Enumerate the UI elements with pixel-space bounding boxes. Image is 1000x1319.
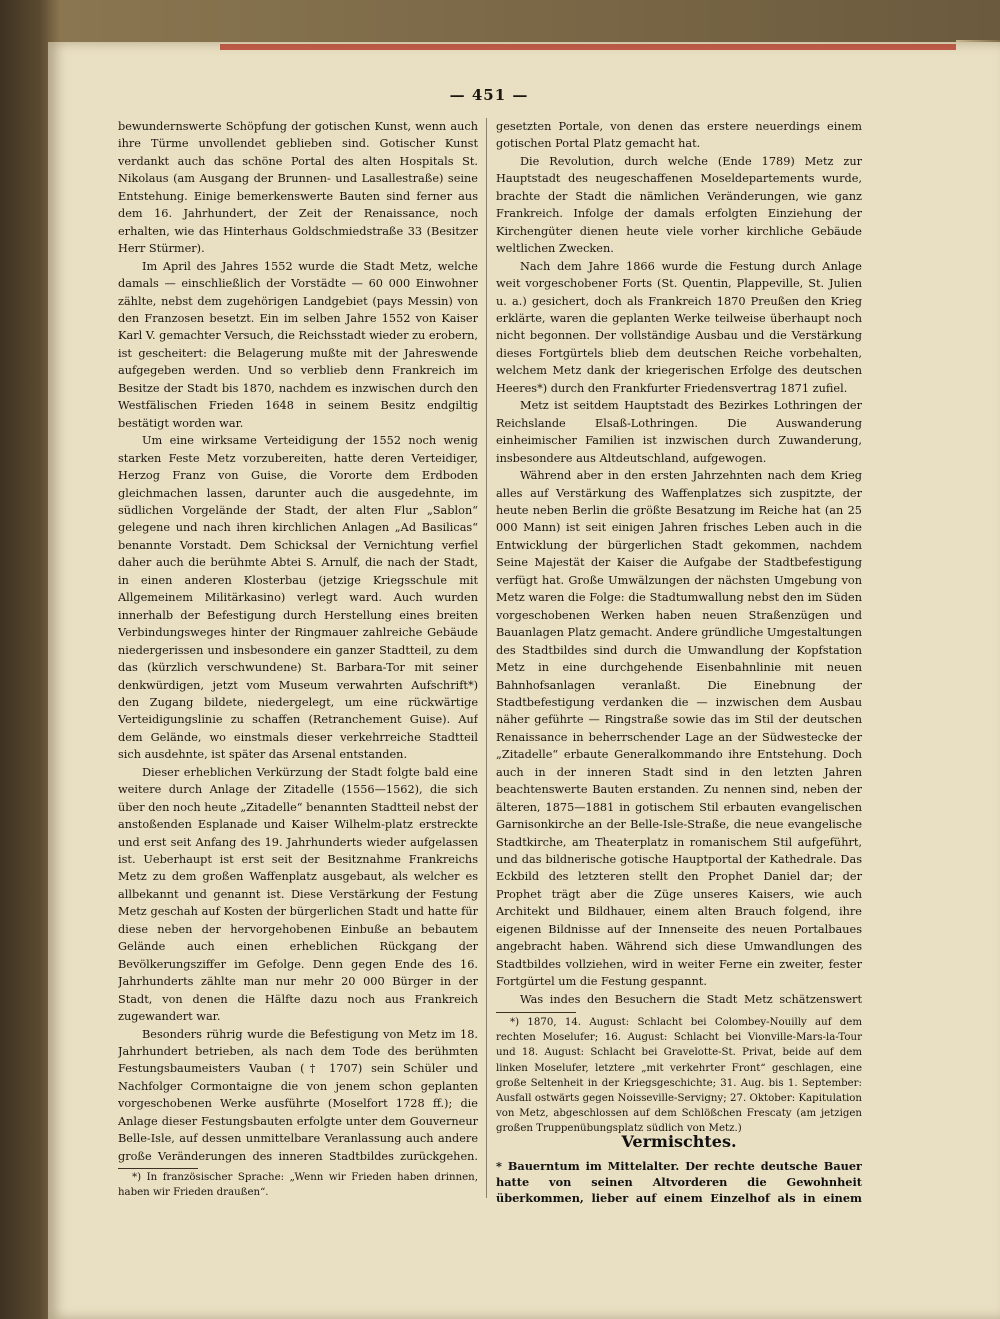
right-column: [496, 118, 862, 1010]
paragraph: Im April des Jahres 1552 wurde die Stadt Metz, welche damals — einschließlich der Vorstädte — 60 000 Einwohner zählte, nebst dem zugehörigen Landgebiet (pays Messin) von den Franzosen besetzt. Ein im selben Jahre 1552 von Kaiser Karl V. gemachter Versuch, die Reichsstadt wieder zu erobern, ist gescheitert: die Belagerung mußte mit der Jahreswende aufgegeben werden. Und so verblieb denn Frankreich im Besitze der Stadt bis 1870, nachdem es inzwischen durch den Westfälischen Frieden 1648 in seinem Besitz endgiltig bestätigt worden war.: [118, 259, 478, 430]
paragraph: Dieser erheblichen Verkürzung der Stadt folgte bald eine weitere durch Anlage der Zitadelle (1556—1562), die sich über den noch heute „Zitadelle“ benannten Stadtteil nebst der anstoßenden Esplanade und Kaiser Wilhelm-platz erstreckte und erst seit Anfang des 19. Jahrhunderts wieder aufgelassen ist. Ueberhaupt ist erst seit der Besitznahme Frankreichs Metz zu dem großen Waffenplatz ausgebaut, als welcher es allbekannt und genannt ist. Diese Verstärkung der Festung Metz geschah auf Kosten der bürgerlichen Stadt und hatte für diese neben der hervorgehobenen Einbuße an bebautem Gelände auch einen erheblichen Rückgang der Bevölkerungsziffer im Gefolge. Denn gegen Ende des 16. Jahrhunderts zählte man nur mehr 20 000 Bürger in der Stadt, von denen die Hälfte dazu noch aus Frankreich zugewandert war.: [118, 765, 478, 1024]
paragraph: Metz ist seitdem Hauptstadt des Bezirkes Lothringen der Reichslande Elsaß-Lothringen. Die Auswanderung einheimischer Familien ist inzwischen durch Zuwanderung, insbesondere aus Altdeutschland, aufgewogen.: [496, 399, 862, 465]
column-divider: [486, 118, 487, 1198]
paragraph: Nach dem Jahre 1866 wurde die Festung durch Anlage weit vorgeschobener Forts (St. Quentin, Plappeville, St. Julien u. a.) gesichert, doch als Frankreich 1870 Preußen den Krieg erklärte, waren die geplanten Werke teilweise überhaupt noch nicht begonnen. Der vollständige Ausbau und die Verstärkung dieses Fortgürtels blieb dem deutschen Reiche vorbehalten, welchem Metz dank der kriegerischen Erfolge des deutschen Heeres*) durch den Frankfurter Friedensvertrag 1871 zufiel.: [496, 259, 862, 395]
paragraph: gesetzten Portale, von denen das erstere neuerdings einem gotischen Portal Platz gemacht hat.: [496, 120, 862, 151]
paragraph: Die Revolution, durch welche (Ende 1789) Metz zur Hauptstadt des neugeschaffenen Moseldepartements wurde, brachte der Stadt die nämlichen Veränderungen, wie ganz Frankreich. Infolge der damals erfolgten Einziehung der Kirchengüter dienen heute viele vorher kirchliche Gebäude weltlichen Zwecken.: [496, 154, 862, 256]
paragraph: bewundernswerte Schöpfung der gotischen Kunst, wenn auch ihre Türme unvollendet geblieben sind. Gotischer Kunst verdankt auch das schöne Portal des alten Hospitals St. Nikolaus (am Ausgang der Brunnen- und Lasallestraße) seine Entstehung. Einige bemerkenswerte Bauten sind ferner aus dem 16. Jahrhundert, der Zeit der Renaissance, noch erhalten, wie das Hinterhaus Goldschmiedstraße 33 (Besitzer Herr Stürmer).: [118, 120, 478, 256]
left-footnote: [118, 1170, 478, 1204]
footnote-rule: [118, 1168, 198, 1169]
paragraph: Während aber in den ersten Jahrzehnten nach dem Krieg alles auf Verstärkung des Waffenplatzes sich zuspitzte, der heute neben Berlin die größte Besatzung im Reiche hat (an 25 000 Mann) ist seit einigen Jahren frisches Leben auch in die Entwicklung der bürgerlichen Stadt gekommen, nachdem Seine Majestät der Kaiser die Aufgabe der Stadtbefestigung verfügt hat. Große Umwälzungen der nächsten Umgebung von Metz waren die Folge: die Stadtumwallung nebst den im Süden vorgeschobenen Werken haben neuen Straßenzügen und Bauanlagen Platz gemacht. Andere gründliche Umgestaltungen des Stadtbildes sind durch die Umwandlung der Kopfstation Metz in eine durchgehende Eisenbahnlinie mit neuen Bahnhofsanlagen veranlaßt. Die Einebnung der Stadtbefestigung verdanken die — inzwischen dem Ausbau näher geführte — Ringstraße sowie das im Stil der deutschen Renaissance in beherrschender Lage an der Südwestecke der „Zitadelle“ erbaute Generalkommando ihre Entstehung. Doch auch in der inneren Stadt sind in den letzten Jahren beachtenswerte Bauten erstanden. Zu nennen sind, neben der älteren, 1875—1881 in gotischem Stil erbauten evangelischen Garnisonkirche an der Belle-Isle-Straße, die neue evangelische Stadtkirche, am Theaterplatz in romanischem Stil aufgeführt, und das bildnerische gotische Hauptportal der Kathedrale. Das Eckbild des letzteren stellt den Prophet Daniel dar; der Prophet trägt aber die Züge unseres Kaisers, wie auch Architekt und Bildhauer, einem alten Brauch folgend, ihre eigenen Bildnisse auf der Innenseite des neuen Portalbaues angebracht haben. Während sich diese Umwandlungen des Stadtbildes vollziehen, wird in weiter Ferne ein zweiter, fester Fortgürtel um die Festung gespannt.: [496, 469, 862, 989]
footnote-text: *) 1870, 14. August: Schlacht bei Colombey-Nouilly auf dem rechten Moselufer; 16. August: Schlacht bei Vionville-Mars-la-Tour und 18. August: Schlacht bei Gravelotte-St. Privat, beide auf dem linken Moselufer, letztere „mit verkehrter Front“ geschlagen, eine große Seltenheit in der Kriegsgeschichte; 31. Aug. bis 1. September: Ausfall ostwärts gegen Noisseville-Servigny; 27. Oktober: Kapitulation von Metz, abgeschlossen auf dem Schlößchen Frescaty (am jetzigen großen Truppenübungsplatz südlich von Metz.): [496, 1017, 862, 1135]
paragraph: Um eine wirksame Verteidigung der 1552 noch wenig starken Feste Metz vorzubereiten, hatte deren Verteidiger, Herzog Franz von Guise, die Vororte dem Erdboden gleichmachen lassen, darunter auch die ausgedehnte, im südlichen Vorgelände der Stadt, der alten Flur „Sablon“ gelegene und nach ihren kirchlichen Anlagen „Ad Basilicas“ benannte Vorstadt. Dem Schicksal der Vernichtung verfiel daher auch die berühmte Abtei S. Arnulf, die nach der Stadt, in einen anderen Klosterbau (jetzige Kriegsschule mit Allgemeinem Militärkasino) verlegt ward. Auch wurden innerhalb der Befestigung durch Herstellung eines breiten Verbindungsweges hinter der Ringmauer zahlreiche Gebäude niedergerissen und insbesondere ein ganzer Stadtteil, zu dem das (kürzlich verschwundene) St. Barbara-Tor mit seiner denkwürdigen, jetzt vom Museum verwahrten Aufschrift*) den Zugang bildete, niedergelegt, um eine rückwärtige Verteidigungslinie zu schaffen (Retranchement Guise). Auf dem Gelände, wo einstmals dieser verkehrreiche Stadtteil sich ausdehnte, ist später das Arsenal entstanden.: [118, 434, 478, 762]
right-footnote: [496, 1015, 862, 1135]
misc-article: * Bauerntum im Mittelalter. Der rechte deutsche Bauer hatte von seinen Altvorderen die Gewohnheit überkommen, lieber auf einem Einzelhof als in einem: [496, 1159, 862, 1205]
binding-strip: [220, 44, 956, 50]
footnote-text: *) In französischer Sprache: „Wenn wir Frieden haben drinnen, haben wir Frieden draußen“.: [118, 1172, 478, 1199]
left-column: [118, 118, 478, 1166]
footnote-rule: [496, 1012, 576, 1013]
section-heading: Vermischtes.: [621, 1132, 737, 1151]
page-number: — 451 —: [449, 86, 529, 104]
paragraph: Besonders rührig wurde die Befestigung von Metz im 18. Jahrhundert betrieben, als nach dem Tode des berühmten Festungsbaumeisters Vauban († 1707) sein Schüler und Nachfolger Cormontaigne die von jenem schon geplanten vorgeschobenen Werke ausführte (Moselfort 1728 ff.); die Anlage dieser Festungsbauten erfolgte unter dem Gouverneur Belle-Isle, auf dessen unmittelbare Veranlassung auch andere große Veränderungen des inneren Stadtbildes zurückgehen.: [118, 1027, 478, 1163]
paragraph: Was indes den Besuchern die Stadt Metz schätzenswert: [520, 992, 862, 1006]
